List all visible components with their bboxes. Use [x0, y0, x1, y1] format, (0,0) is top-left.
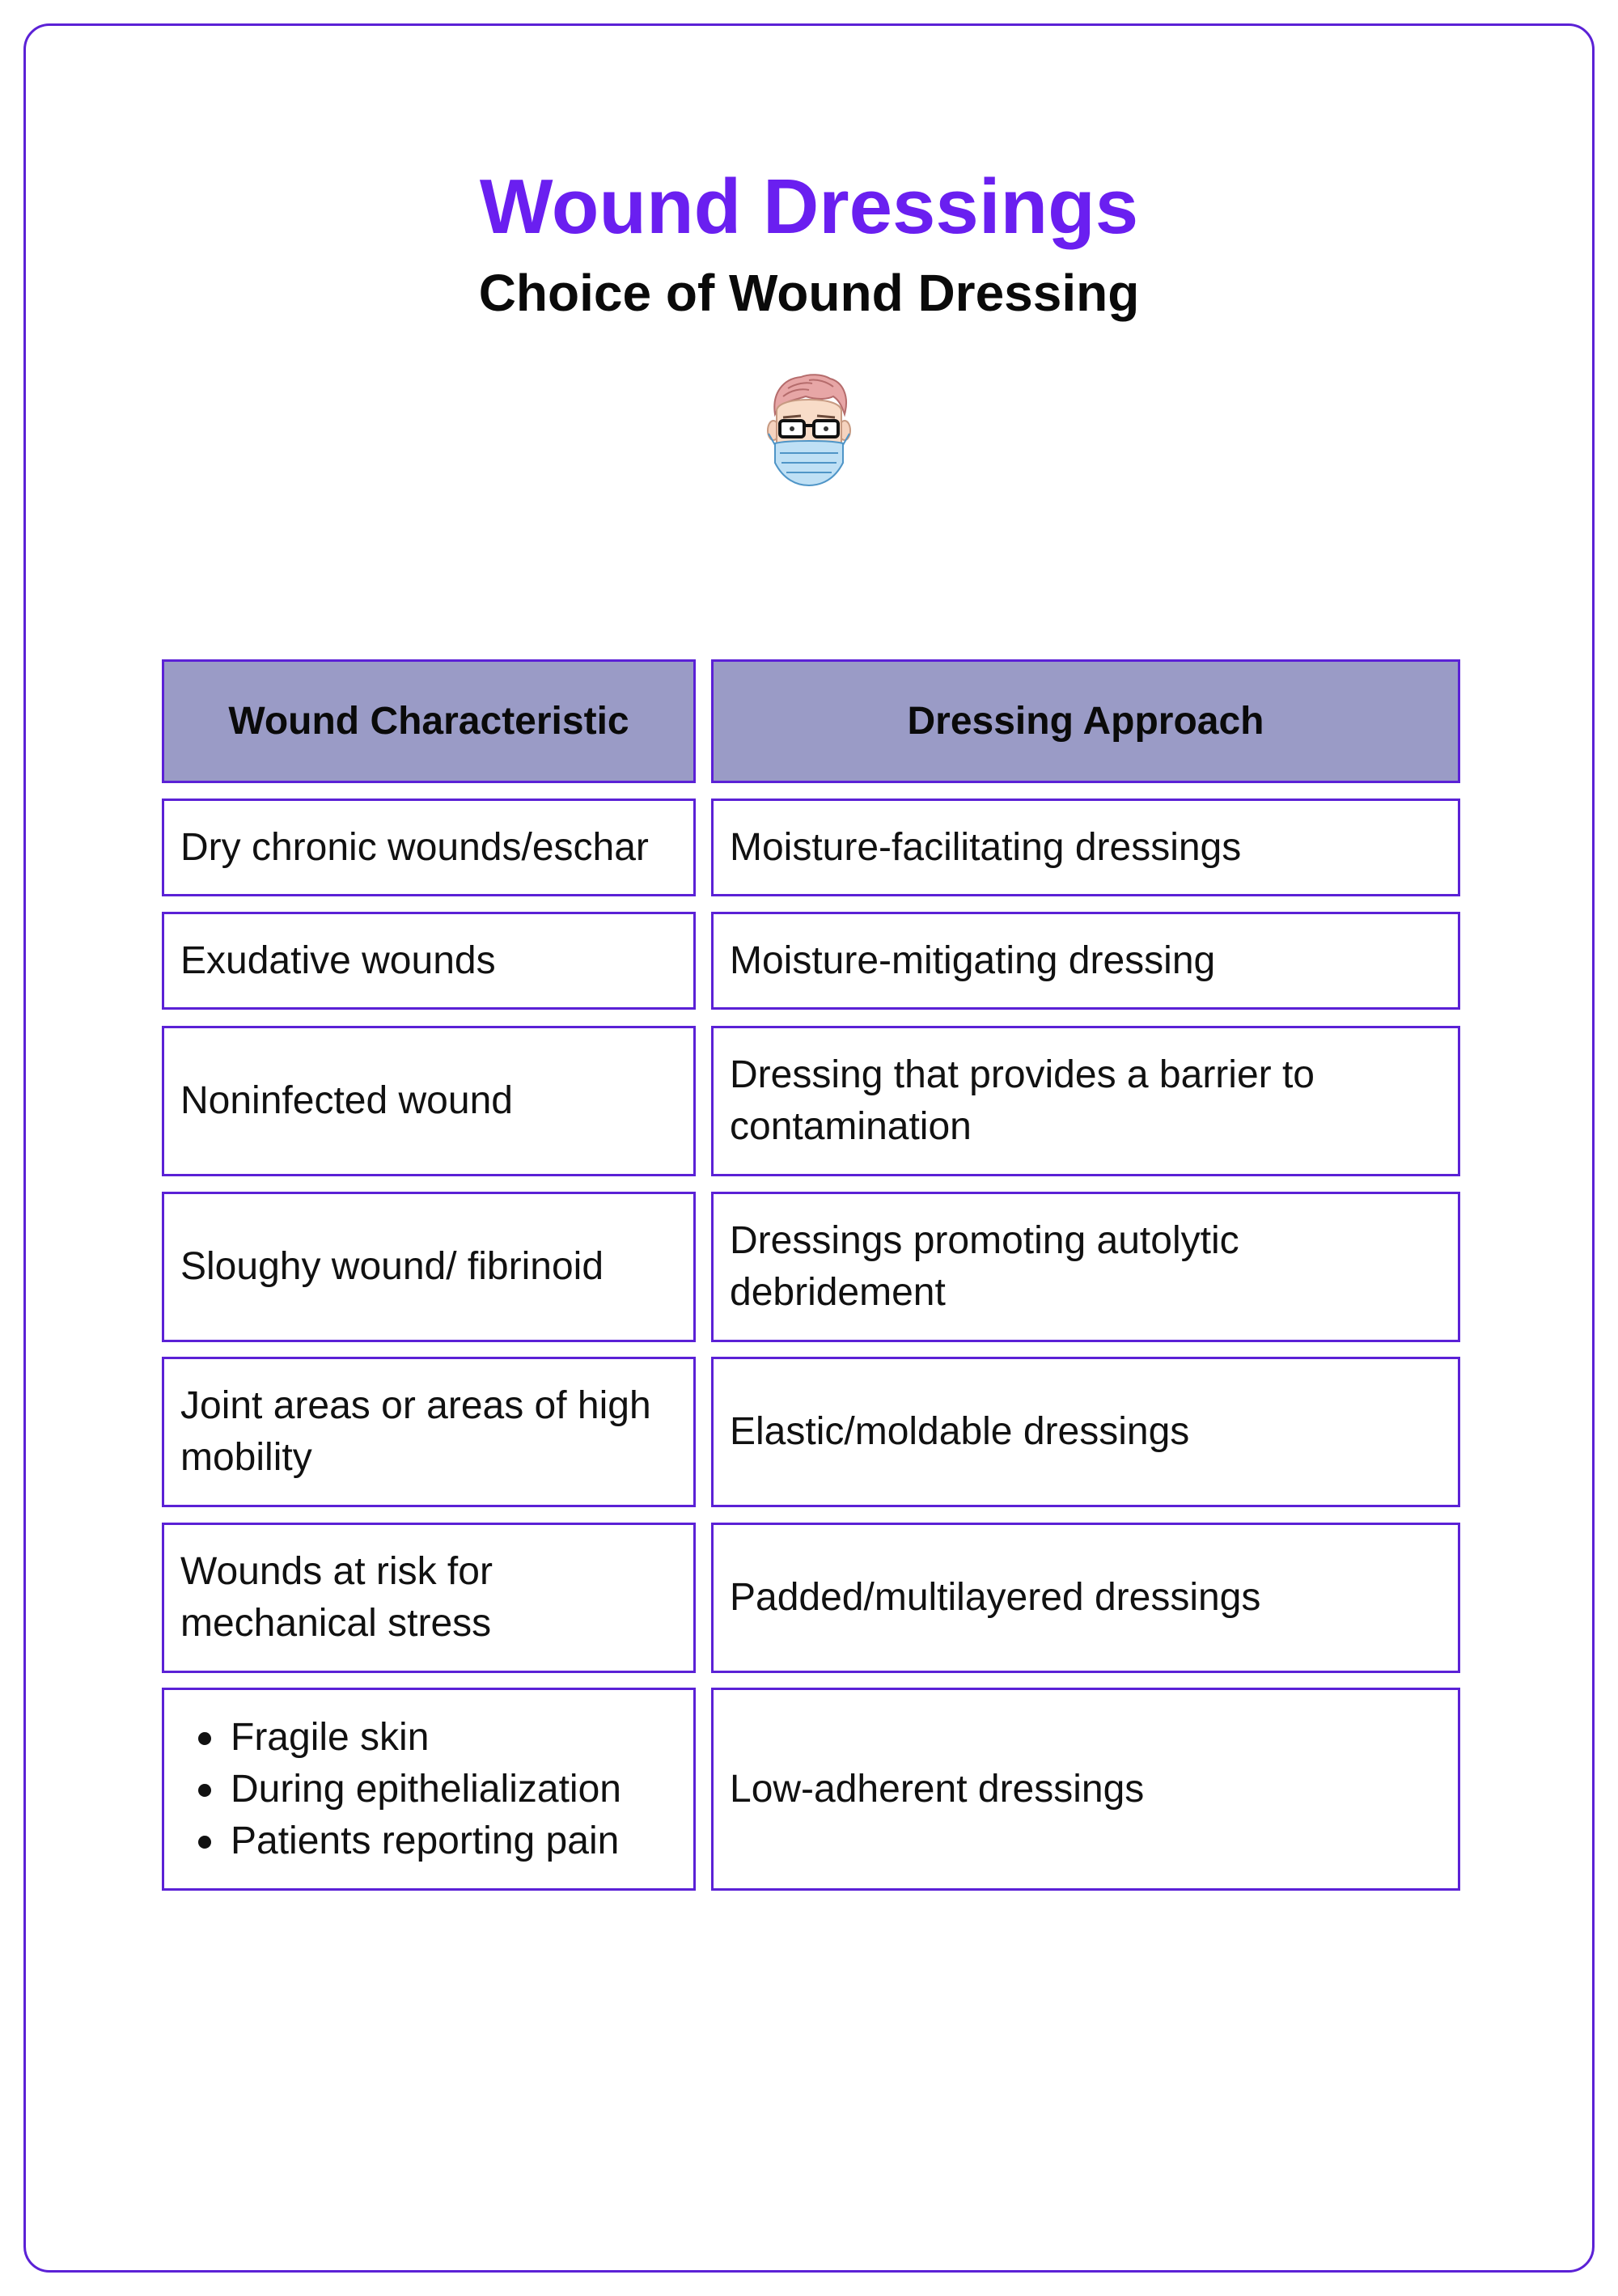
list-item: Fragile skin: [231, 1712, 621, 1764]
column-header-approach: Dressing Approach: [711, 659, 1460, 783]
bullet-list: [180, 1712, 621, 1867]
doctor-avatar-icon: [764, 372, 854, 492]
page-subtitle: Choice of Wound Dressing: [478, 264, 1140, 322]
column-header-characteristic: Wound Characteristic: [162, 659, 696, 783]
table-cell-approach: Padded/multilayered dressings: [711, 1523, 1460, 1673]
table-cell-characteristic: Exudative wounds: [162, 912, 696, 1010]
list-item: During epithelialization: [231, 1764, 621, 1815]
table-cell-characteristic: Noninfected wound: [162, 1026, 696, 1176]
page-title: Wound Dressings: [479, 163, 1139, 250]
table-cell-characteristic: Wounds at risk for mechanical stress: [162, 1523, 696, 1673]
list-item: Patients reporting pain: [231, 1815, 621, 1867]
table-cell-approach: Moisture-facilitating dressings: [711, 799, 1460, 896]
table-cell-approach: Moisture-mitigating dressing: [711, 912, 1460, 1010]
table-cell-characteristic-list: [162, 1688, 696, 1891]
table-cell-characteristic: Joint areas or areas of high mobility: [162, 1357, 696, 1507]
table-cell-approach: Dressing that provides a barrier to contamination: [711, 1026, 1460, 1176]
table-cell-characteristic: Sloughy wound/ fibrinoid: [162, 1192, 696, 1342]
table-cell-approach: Elastic/moldable dressings: [711, 1357, 1460, 1507]
table-cell-characteristic: Dry chronic wounds/eschar: [162, 799, 696, 896]
table-cell-approach: Low-adherent dressings: [711, 1688, 1460, 1891]
table-cell-approach: Dressings promoting autolytic debridement: [711, 1192, 1460, 1342]
